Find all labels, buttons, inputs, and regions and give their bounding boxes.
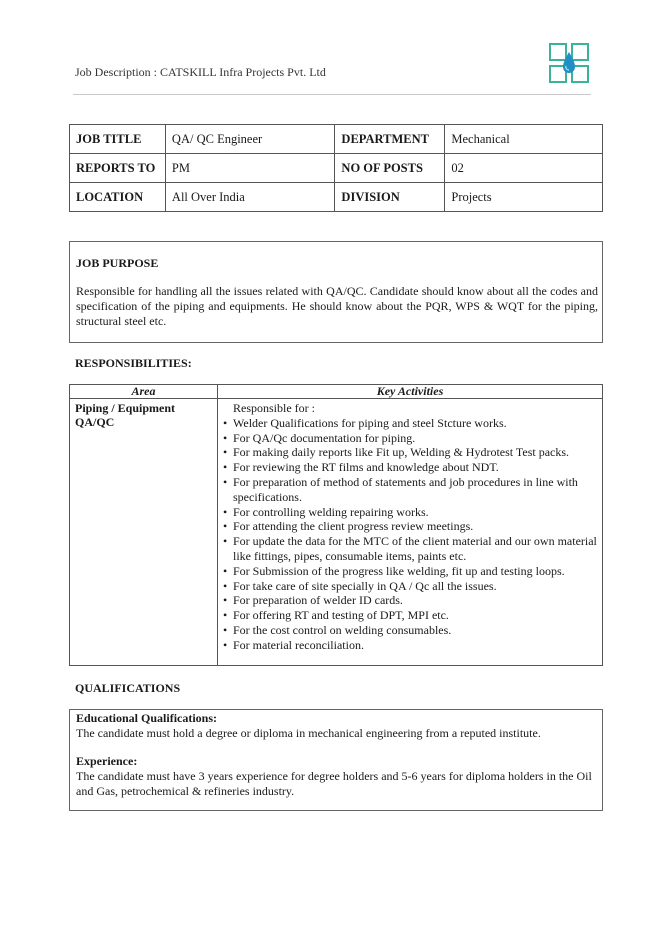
- experience-title: Experience:: [76, 754, 138, 768]
- list-item: • For Submission of the progress like welding, fit up and testing loops.: [223, 564, 597, 579]
- location-value: All Over India: [165, 183, 335, 212]
- table-header-row: [70, 385, 603, 399]
- area-line: QA/QC: [75, 415, 115, 429]
- company-logo-icon: [548, 42, 590, 84]
- educational-title: Educational Qualifications:: [76, 711, 218, 725]
- reports-to-value: PM: [165, 154, 335, 183]
- table-row: [70, 125, 603, 154]
- list-item: • For QA/Qc documentation for piping.: [223, 431, 597, 446]
- job-info-table: [69, 124, 603, 212]
- location-label: LOCATION: [70, 183, 166, 212]
- job-purpose-box: [69, 241, 603, 343]
- key-activities-cell: [218, 399, 603, 666]
- area-cell: [70, 399, 218, 666]
- experience-text: The candidate must have 3 years experience for degree holders and 5-6 years for diploma holders in the Oil and Gas, petrochemical & refineries industry.: [76, 769, 592, 798]
- header-title: Job Description : CATSKILL Infra Projects Pvt. Ltd: [75, 65, 326, 79]
- list-item: • For take care of site specially in QA / Qc all the issues.: [223, 579, 597, 594]
- area-column-header: Area: [70, 385, 218, 399]
- department-value: Mechanical: [445, 125, 603, 154]
- table-row: [70, 399, 603, 666]
- educational-text: The candidate must hold a degree or diploma in mechanical engineering from a reputed institute.: [76, 726, 541, 740]
- list-item: • For attending the client progress review meetings.: [223, 519, 597, 534]
- list-item: • For offering RT and testing of DPT, MPI etc.: [223, 608, 597, 623]
- list-item: • For preparation of welder ID cards.: [223, 593, 597, 608]
- no-of-posts-label: NO OF POSTS: [335, 154, 445, 183]
- list-item: • For update the data for the MTC of the client material and our own material like fittings, pipes, consumable items, paints etc.: [223, 534, 597, 564]
- list-item: • Welder Qualifications for piping and steel Stcture works.: [223, 416, 597, 431]
- list-item: • For reviewing the RT films and knowledge about NDT.: [223, 460, 597, 475]
- job-title-label: JOB TITLE: [70, 125, 166, 154]
- list-item: • For material reconciliation.: [223, 638, 597, 653]
- division-label: DIVISION: [335, 183, 445, 212]
- list-item: • For controlling welding repairing works.: [223, 505, 597, 520]
- job-purpose-title: JOB PURPOSE: [76, 256, 159, 270]
- list-item: • For the cost control on welding consumables.: [223, 623, 597, 638]
- job-purpose-text: Responsible for handling all the issues related with QA/QC. Candidate should know about all the codes and specification of the piping and equipments. He should know about the PQR, WPS & WQT for the piping, structural steel etc.: [76, 284, 598, 328]
- experience-section: [76, 754, 598, 799]
- header-divider: [73, 94, 591, 95]
- responsibilities-table: [69, 384, 603, 666]
- qualifications-heading: QUALIFICATIONS: [75, 681, 181, 695]
- job-title-value: QA/ QC Engineer: [165, 125, 335, 154]
- no-of-posts-value: 02: [445, 154, 603, 183]
- department-label: DEPARTMENT: [335, 125, 445, 154]
- division-value: Projects: [445, 183, 603, 212]
- qualifications-box: [69, 709, 603, 811]
- list-item: • For making daily reports like Fit up, Welding & Hydrotest Test packs.: [223, 445, 597, 460]
- activities-list: [223, 416, 597, 653]
- activities-intro: Responsible for :: [233, 401, 315, 415]
- educational-section: [76, 711, 598, 741]
- table-row: [70, 154, 603, 183]
- reports-to-label: REPORTS TO: [70, 154, 166, 183]
- table-row: [70, 183, 603, 212]
- list-item: • For preparation of method of statements and job procedures in line with specifications.: [223, 475, 597, 505]
- key-activities-column-header: Key Activities: [218, 385, 603, 399]
- responsibilities-heading: RESPONSIBILITIES:: [75, 356, 192, 370]
- area-line: Piping / Equipment: [75, 401, 176, 415]
